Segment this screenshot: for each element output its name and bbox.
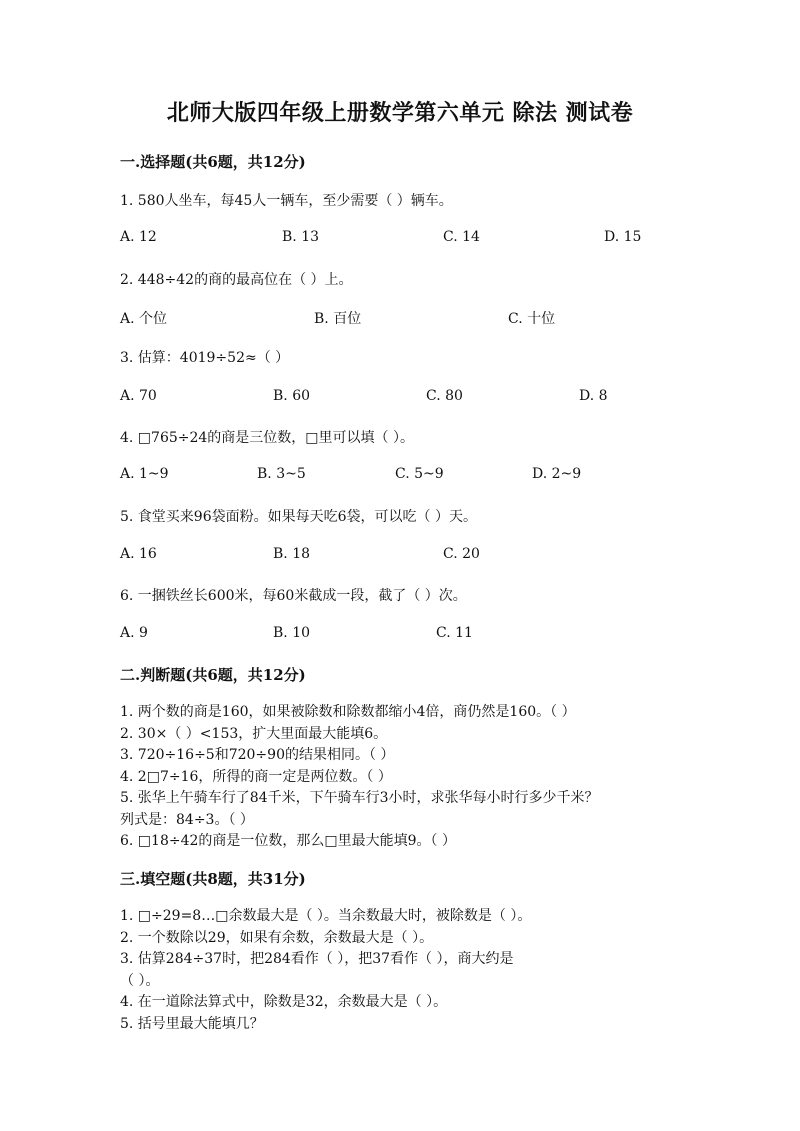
judgement-question-5: 5. 张华上午骑车行了84千米，下午骑车行3小时，求张华每小时行多少千米？: [120, 790, 599, 806]
judgement-question-4: 4. 2□7÷16，所得的商一定是两位数。（ ）: [120, 768, 392, 785]
question-3: 3. 估算：4019÷52≈（ ）: [120, 350, 290, 366]
fill-blank-question-1: 1. □÷29=8…□余数最大是（ ）。当余数最大时，被除数是（ ）。: [120, 908, 532, 924]
option-c: C. 14: [443, 229, 480, 245]
judgement-question-5-continued: 列式是：84÷3。（ ）: [120, 811, 254, 828]
option-c: C. 80: [426, 388, 463, 404]
option-b: B. 10: [273, 625, 311, 641]
option-a: A. 个位: [120, 311, 168, 327]
section-heading-judgement: 二.判断题(共6题，共12分): [120, 666, 306, 684]
option-a: A. 16: [120, 546, 157, 562]
option-b: B. 百位: [314, 311, 362, 327]
fill-blank-question-3: 3. 估算284÷37时，把284看作（ ），把37看作（ ），商大约是: [120, 951, 514, 967]
page-title: 北师大版四年级上册数学第六单元 除法 测试卷: [166, 100, 634, 126]
option-d: D. 2~9: [532, 466, 582, 482]
option-a: A. 9: [120, 625, 148, 641]
fill-blank-question-2: 2. 一个数除以29，如果有余数，余数最大是（ ）。: [120, 929, 434, 946]
option-b: B. 18: [273, 546, 311, 562]
option-a: A. 1~9: [120, 466, 169, 482]
question-2: 2. 448÷42的商的最高位在（ ）上。: [120, 272, 353, 288]
judgement-question-6: 6. □18÷42的商是一位数，那么□里最大能填9。（ ）: [120, 833, 456, 849]
question-1: 1. 580人坐车，每45人一辆车，至少需要（ ）辆车。: [120, 193, 453, 209]
option-b: B. 60: [273, 388, 311, 404]
section-heading-choice: 一.选择题(共6题，共12分): [120, 153, 306, 171]
question-5: 5. 食堂买来96袋面粉。如果每天吃6袋，可以吃（ ）天。: [120, 509, 477, 525]
fill-blank-question-list: [120, 906, 531, 1035]
option-d: D. 15: [604, 229, 642, 245]
fill-blank-question-5: 5. 括号里最大能填几？: [120, 1015, 264, 1032]
option-c: C. 11: [436, 625, 473, 641]
fill-blank-question-4: 4. 在一道除法算式中，除数是32，余数最大是（ ）。: [120, 994, 448, 1010]
fill-blank-question-3-continued: （ ）。: [120, 972, 160, 989]
judgement-question-3: 3. 720÷16÷5和720÷90的结果相同。（ ）: [120, 747, 395, 763]
option-b: B. 3~5: [257, 466, 306, 482]
section-heading-fill-blank: 三.填空题(共8题，共31分): [120, 870, 306, 888]
option-b: B. 13: [282, 229, 320, 245]
question-4: 4. □765÷24的商是三位数，□里可以填（ ）。: [120, 430, 414, 446]
option-a: A. 70: [120, 388, 157, 404]
judgement-question-1: 1. 两个数的商是160，如果被除数和除数都缩小4倍，商仍然是160。（ ）: [120, 704, 576, 720]
option-d: D. 8: [579, 388, 608, 404]
judgement-question-list: [120, 702, 599, 853]
question-6: 6. 一捆铁丝长600米，每60米截成一段，截了（ ）次。: [120, 588, 467, 604]
option-c: C. 十位: [508, 311, 556, 327]
option-a: A. 12: [120, 229, 157, 245]
option-c: C. 5~9: [395, 466, 444, 482]
judgement-question-2: 2. 30×（ ）<153，扩大里面最大能填6。: [120, 725, 388, 742]
option-c: C. 20: [443, 546, 480, 562]
